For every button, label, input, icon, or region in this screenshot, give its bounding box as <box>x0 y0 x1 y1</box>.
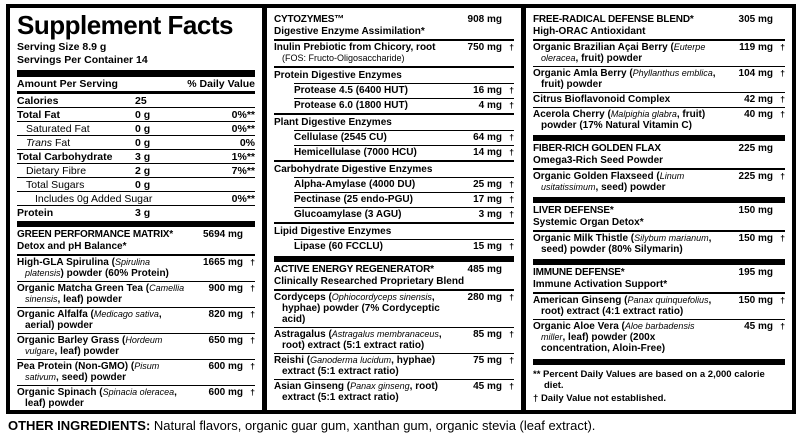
section-items <box>533 168 785 195</box>
dagger-symbol: † <box>780 233 785 243</box>
text-segment: , seed) powder <box>595 182 666 193</box>
ingredient-amount: 15 mg <box>473 241 502 252</box>
ingredient-name <box>274 292 450 325</box>
ingredient-amount <box>191 413 243 414</box>
ingredient-row <box>294 130 514 145</box>
ingredient-amount: 75 mg <box>473 355 502 366</box>
ingredient-name <box>294 85 450 96</box>
nutrient-daily-value: 0%** <box>231 192 255 205</box>
text-segment: Reishi ( <box>274 355 311 366</box>
ingredient-amount: 64 mg <box>473 132 502 143</box>
section-subtitle: Detox and pH Balance* <box>17 241 127 252</box>
ingredient-row <box>274 39 514 66</box>
serving-size: Serving Size 8.9 g <box>17 41 107 53</box>
ingredient-row <box>533 292 785 319</box>
ingredient-amount: 14 mg <box>473 147 502 158</box>
text-segment: Includes 0g Added Sugar <box>35 192 153 205</box>
nutrient-amount: 0 g <box>135 136 151 149</box>
section-amount: 5694 mg <box>202 229 243 240</box>
text-segment: Astragalus ( <box>274 329 332 340</box>
column-enzymes <box>267 8 521 410</box>
latin-name: Ophiocordyceps sinensis <box>331 292 432 302</box>
ingredient-name <box>294 241 450 252</box>
ingredient-name <box>274 355 450 377</box>
latin-name: Hordeum vulgare <box>25 335 163 356</box>
blend-section <box>533 12 785 133</box>
nutrient-amount: 3 g <box>135 150 151 163</box>
dagger-symbol: † <box>509 381 514 391</box>
text-segment: Fat <box>52 136 71 149</box>
nutrition-header <box>17 70 255 94</box>
ingredient-name <box>533 109 721 131</box>
nutrition-row <box>17 149 255 163</box>
latin-name: Panax quinquefolius <box>627 295 709 305</box>
dagger-symbol: † <box>509 179 514 189</box>
text-segment: Alpha-Amylase (4000 DU) <box>294 179 416 190</box>
enzyme-group-header: Lipid Digestive Enzymes <box>274 222 514 239</box>
section-amount: 485 mg <box>467 264 502 275</box>
ingredient-amount: 17 mg <box>473 194 502 205</box>
ingredient-name <box>294 179 450 190</box>
ingredient-name <box>17 335 191 357</box>
enzyme-group-header: Plant Digestive Enzymes <box>274 113 514 130</box>
section-subtitle: Immune Activation Support* <box>533 279 668 290</box>
ingredient-row <box>17 333 255 359</box>
ingredient-name <box>294 100 450 111</box>
nutrition-row <box>17 177 255 191</box>
dagger-symbol: † <box>250 387 255 397</box>
nutrient-label <box>17 151 135 163</box>
blend-section <box>274 12 514 254</box>
text-segment: , leaf) powder <box>25 387 177 409</box>
text-segment: Pea Protein (Non-GMO) ( <box>17 361 135 372</box>
text-segment: , fruit) powder <box>541 68 716 90</box>
section-amount: 150 mg <box>738 205 773 216</box>
nutrient-amount: 0 g <box>135 122 151 135</box>
text-segment: Protease 6.0 (1800 HUT) <box>294 100 408 111</box>
ingredient-row <box>17 385 255 411</box>
text-segment: Organic Milk Thistle ( <box>533 233 635 244</box>
text-segment: Saturated Fat <box>26 122 90 135</box>
text-segment: , leaf) powder <box>57 294 122 305</box>
dagger-symbol: † <box>780 68 785 78</box>
supplement-facts-panel <box>6 4 796 414</box>
latin-name: Panax ginseng <box>350 381 410 391</box>
section-amount: 195 mg <box>738 267 773 278</box>
nutrient-daily-value: 0% <box>239 136 255 149</box>
nutrient-amount: 25 <box>135 94 147 107</box>
section-title: ACTIVE ENERGY REGENERATOR* <box>274 264 434 275</box>
ingredient-name <box>17 309 191 331</box>
nutrient-amount: 2 g <box>135 164 151 177</box>
dagger-symbol: † <box>509 42 514 52</box>
section-items <box>533 230 785 257</box>
section-amount: 225 mg <box>738 143 773 154</box>
ingredient-row <box>17 359 255 385</box>
latin-name <box>115 413 184 414</box>
ingredient-row <box>274 379 514 405</box>
ingredient-amount: 4 mg <box>478 100 502 111</box>
ingredient-row <box>533 230 785 257</box>
text-segment: High-GLA Spirulina ( <box>17 257 115 268</box>
ingredient-row <box>294 239 514 254</box>
column2-sections <box>274 12 514 405</box>
text-segment: Calories <box>17 94 59 107</box>
latin-name: Silybum marianum <box>634 233 709 243</box>
dagger-symbol <box>243 413 255 414</box>
section-title-row <box>17 229 255 241</box>
nutrient-label <box>17 137 135 149</box>
ingredient-name <box>533 321 721 354</box>
text-segment: Organic Alfalfa ( <box>17 309 94 320</box>
footnote-text: Percent Daily Values are based on a 2,000 calorie diet. <box>543 369 765 391</box>
ingredient-row <box>533 92 785 107</box>
ingredient-name <box>17 387 191 409</box>
latin-name: Spinacia oleracea <box>102 387 175 397</box>
latin-name: Medicago sativa <box>93 309 159 319</box>
section-title: FIBER-RICH GOLDEN FLAX <box>533 143 661 154</box>
ingredient-amount: 280 mg <box>467 292 502 303</box>
section-subtitle: High-ORAC Antioxidant <box>533 26 646 37</box>
text-segment: Acerola Cherry ( <box>533 109 611 120</box>
dagger-symbol: † <box>250 361 255 371</box>
ingredient-name <box>17 283 191 305</box>
section-title-row <box>533 205 785 217</box>
text-segment <box>17 413 115 414</box>
ingredient-row <box>17 254 255 281</box>
dagger-symbol: † <box>509 194 514 204</box>
nutrient-daily-value: 1%** <box>231 150 255 163</box>
text-segment: Glucoamylase (3 AGU) <box>294 209 402 220</box>
dagger-symbol: † <box>533 393 539 404</box>
nutrient-amount: 0 g <box>135 178 151 191</box>
nutrition-row <box>17 94 255 107</box>
dagger-symbol: † <box>509 132 514 142</box>
section-items <box>274 39 514 254</box>
ingredient-amount: 1665 mg <box>202 257 243 268</box>
ingredient-row <box>533 39 785 66</box>
text-segment: Organic Amla Berry ( <box>533 68 633 79</box>
enzyme-group-header: Carbohydrate Digestive Enzymes <box>274 160 514 177</box>
nutrition-row <box>17 205 255 219</box>
amount-per-serving-header: Amount Per Serving <box>17 78 118 90</box>
section-header <box>274 12 514 39</box>
text-segment <box>25 413 188 414</box>
ingredient-amount: 45 mg <box>744 321 773 332</box>
ingredient-name <box>533 295 721 317</box>
nutrition-row <box>17 121 255 135</box>
ingredient-row <box>294 192 514 207</box>
section-items <box>533 292 785 356</box>
ingredient-row <box>274 327 514 353</box>
section-subtitle: Clinically Researched Proprietary Blend <box>274 276 465 287</box>
text-segment: American Ginseng ( <box>533 295 628 306</box>
latin-name: Spirulina platensis <box>25 257 150 278</box>
text-segment: Organic Golden Flaxseed ( <box>533 171 660 182</box>
text-segment: , root) extract (5:1 extract ratio) <box>282 329 442 351</box>
dagger-symbol: † <box>780 171 785 181</box>
enzyme-group-header: Protein Digestive Enzymes <box>274 66 514 83</box>
dagger-symbol: † <box>780 295 785 305</box>
section-header <box>533 203 785 230</box>
latin-name: Malpighia glabra <box>610 109 677 119</box>
ingredient-amount: 25 mg <box>473 179 502 190</box>
ingredient-row <box>533 66 785 92</box>
text-segment: Protein <box>17 206 54 219</box>
text-segment: , seed) powder <box>56 372 127 383</box>
latin-name: Ganoderma lucidum <box>310 355 392 365</box>
text-segment: , aerial) powder <box>25 309 162 331</box>
text-segment: Total Fat <box>17 108 60 121</box>
nutrition-row <box>17 163 255 177</box>
ingredient-amount: 650 mg <box>208 335 243 346</box>
ingredient-row <box>17 307 255 333</box>
text-segment: Cellulase (2545 CU) <box>294 132 387 143</box>
section-title: IMMUNE DEFENSE* <box>533 267 625 278</box>
text-segment: , hyphae) extract (5:1 extract ratio) <box>282 355 436 377</box>
ingredient-amount: 42 mg <box>744 94 773 105</box>
ingredient-amount: 85 mg <box>473 329 502 340</box>
ingredient-row <box>533 168 785 195</box>
section-items <box>274 289 514 405</box>
nutrient-daily-value: 0%** <box>231 108 255 121</box>
nutrient-daily-value: 0%** <box>231 122 255 135</box>
ingredient-amount: 119 mg <box>739 42 773 53</box>
ingredient-row <box>294 98 514 113</box>
latin-name: Linum usitatissimum <box>541 171 685 192</box>
latin-name: Euterpe oleracea <box>541 42 706 63</box>
text-segment: Dietary Fibre <box>26 164 87 177</box>
text-segment: Lipase (60 FCCLU) <box>294 241 383 252</box>
nutrient-label <box>17 207 135 219</box>
latin-name: Camellia sinensis <box>25 283 185 304</box>
section-header <box>533 141 785 168</box>
ingredient-row <box>533 107 785 133</box>
ingredient-name <box>294 147 450 158</box>
section-header <box>533 12 785 39</box>
section-amount: 305 mg <box>738 14 773 25</box>
ingredient-amount: 45 mg <box>473 381 502 392</box>
dagger-symbol: † <box>780 109 785 119</box>
panel-title: Supplement Facts <box>17 10 233 40</box>
footnote-daily-values <box>533 369 785 391</box>
text-segment: ) powder (60% Protein) <box>60 268 169 279</box>
ingredient-name <box>533 68 721 90</box>
text-segment: Cordyceps ( <box>274 292 332 303</box>
nutrition-row <box>17 191 255 205</box>
daily-value-header: % Daily Value <box>187 78 255 90</box>
dagger-symbol: † <box>780 42 785 52</box>
ingredient-amount: 40 mg <box>744 109 773 120</box>
text-segment: Hemicellulase (7000 HCU) <box>294 147 417 158</box>
dagger-symbol: † <box>509 241 514 251</box>
ingredient-name <box>294 209 450 220</box>
ingredient-name <box>274 381 450 403</box>
nutrient-label <box>17 95 135 107</box>
nutrient-amount: 0 g <box>135 108 151 121</box>
latin-name: Phyllanthus emblica <box>632 68 713 78</box>
section-items <box>533 39 785 133</box>
ingredient-amount: 750 mg <box>467 42 502 53</box>
section-subtitle: Systemic Organ Detox* <box>533 217 644 228</box>
dagger-symbol: † <box>509 100 514 110</box>
blend-section <box>533 259 785 356</box>
text-segment: Organic Spinach ( <box>17 387 103 398</box>
text-segment: , root) extract (5:1 extract ratio) <box>282 381 438 403</box>
other-ingredients-text: Natural flavors, organic guar gum, xanthan gum, organic stevia (leaf extract). <box>150 418 596 433</box>
text-segment: Organic Barley Grass ( <box>17 335 126 346</box>
section-items <box>17 254 255 414</box>
footnote-marker: ** <box>533 369 541 380</box>
ingredient-row <box>274 353 514 379</box>
column-nutrition <box>10 8 262 410</box>
ingredient-name <box>533 171 721 193</box>
ingredient-row <box>294 83 514 98</box>
text-segment: , hyphae) powder (7% Cordyceptic acid) <box>282 292 440 325</box>
text-segment: Organic Matcha Green Tea ( <box>17 283 150 294</box>
dagger-symbol: † <box>250 283 255 293</box>
ingredient-name <box>533 42 721 64</box>
ingredient-name <box>533 233 721 255</box>
nutrient-label <box>17 123 135 135</box>
ingredient-row <box>294 207 514 222</box>
nutrient-label <box>17 179 135 191</box>
dagger-symbol: † <box>509 147 514 157</box>
ingredient-name <box>294 132 450 143</box>
ingredient-amount: 150 mg <box>738 233 773 244</box>
ingredient-row <box>294 145 514 160</box>
ingredient-name <box>533 94 721 105</box>
section-title-row <box>533 14 785 26</box>
other-ingredients <box>8 418 796 433</box>
section-title: LIVER DEFENSE* <box>533 205 614 216</box>
dagger-symbol: † <box>250 309 255 319</box>
text-segment: Pectinase (25 endo-PGU) <box>294 194 413 205</box>
blend-section <box>274 256 514 405</box>
nutrition-row <box>17 107 255 121</box>
latin-name: Astragalus membranaceus <box>331 329 439 339</box>
footnotes <box>533 359 785 404</box>
ingredient-row <box>17 281 255 307</box>
ingredient-amount: 16 mg <box>473 85 502 96</box>
dagger-symbol: † <box>780 94 785 104</box>
section-header <box>17 227 255 254</box>
nutrient-label <box>17 193 211 205</box>
ingredient-amount: 3 mg <box>478 209 502 220</box>
section-title-row <box>274 14 514 26</box>
ingredient-name <box>17 361 191 383</box>
ingredient-row <box>294 177 514 192</box>
dagger-symbol: † <box>509 209 514 219</box>
latin-name: Aloe barbadensis miller <box>541 321 695 342</box>
text-segment: Organic Brazilian Açai Berry ( <box>533 42 674 53</box>
section-subtitle: Omega3-Rich Seed Powder <box>533 155 664 166</box>
ingredient-amount: 600 mg <box>208 361 243 372</box>
text-segment: Asian Ginseng ( <box>274 381 351 392</box>
footnote-dagger <box>533 393 785 404</box>
text-segment: , fruit) powder (17% Natural Vitamin C) <box>541 109 706 131</box>
nutrient-label <box>17 165 135 177</box>
text-segment: Inulin Prebiotic from Chicory, root <box>274 42 436 53</box>
column3-sections <box>533 12 785 356</box>
ingredient-amount: 104 mg <box>738 68 773 79</box>
section-title: FREE-RADICAL DEFENSE BLEND* <box>533 14 694 25</box>
column1-sections <box>17 221 255 414</box>
dagger-symbol: † <box>509 355 514 365</box>
latin-name: Trans <box>26 136 53 149</box>
dagger-symbol: † <box>509 292 514 302</box>
text-segment: , root) extract (4:1 extract ratio) <box>541 295 712 317</box>
ingredient-row <box>274 289 514 327</box>
section-title: CYTOZYMES™ <box>274 14 345 25</box>
servings-per-container: Servings Per Container 14 <box>17 53 148 66</box>
ingredient-amount: 600 mg <box>208 387 243 398</box>
dagger-symbol: † <box>509 85 514 95</box>
ingredient-amount: 820 mg <box>208 309 243 320</box>
section-title-row <box>274 264 514 276</box>
ingredient-name <box>294 194 450 205</box>
ingredient-amount: 225 mg <box>738 171 773 182</box>
section-subtitle: Digestive Enzyme Assimilation* <box>274 26 425 37</box>
dagger-symbol: † <box>250 335 255 345</box>
text-segment: , leaf) powder (200x concentration, Aloin-Free) <box>541 332 666 354</box>
other-ingredients-label: OTHER INGREDIENTS: <box>8 418 151 433</box>
text-segment: (FOS: Fructo-Oligosaccharide) <box>282 53 405 63</box>
text-segment: , leaf) powder <box>54 346 119 357</box>
text-segment: , seed) powder (80% Silymarin) <box>541 233 712 255</box>
section-header <box>274 262 514 289</box>
nutrition-row <box>17 135 255 149</box>
dagger-symbol: † <box>780 321 785 331</box>
latin-name: Pisum sativum <box>25 361 160 382</box>
column-defense <box>526 8 792 410</box>
nutrient-amount: 3 g <box>135 206 151 219</box>
section-title-row <box>533 267 785 279</box>
blend-section <box>533 135 785 195</box>
ingredient-amount: 150 mg <box>738 295 773 306</box>
blend-section <box>533 197 785 257</box>
section-header <box>533 265 785 292</box>
dagger-symbol: † <box>250 257 255 267</box>
ingredient-name <box>17 413 191 414</box>
ingredient-name <box>274 329 450 351</box>
section-title: GREEN PERFORMANCE MATRIX* <box>17 229 173 240</box>
ingredient-amount: 900 mg <box>208 283 243 294</box>
text-segment: Total Carbohydrate <box>17 150 113 163</box>
ingredient-row <box>17 411 255 414</box>
footnote-text: Daily Value not established. <box>540 393 667 404</box>
nutrient-daily-value: 7%** <box>231 164 255 177</box>
ingredient-name <box>17 257 191 279</box>
dagger-symbol: † <box>509 329 514 339</box>
ingredient-row <box>533 319 785 356</box>
section-title-row <box>533 143 785 155</box>
text-segment: Protease 4.5 (6400 HUT) <box>294 85 408 96</box>
text-segment: Organic Aloe Vera ( <box>533 321 625 332</box>
blend-section <box>17 221 255 414</box>
nutrition-rows <box>17 94 255 219</box>
ingredient-name <box>274 42 450 64</box>
text-segment: Total Sugars <box>26 178 85 191</box>
text-segment: Citrus Bioflavonoid Complex <box>533 94 671 105</box>
nutrient-label <box>17 109 135 121</box>
section-amount: 908 mg <box>467 14 502 25</box>
text-segment: , fruit) powder <box>575 53 643 64</box>
